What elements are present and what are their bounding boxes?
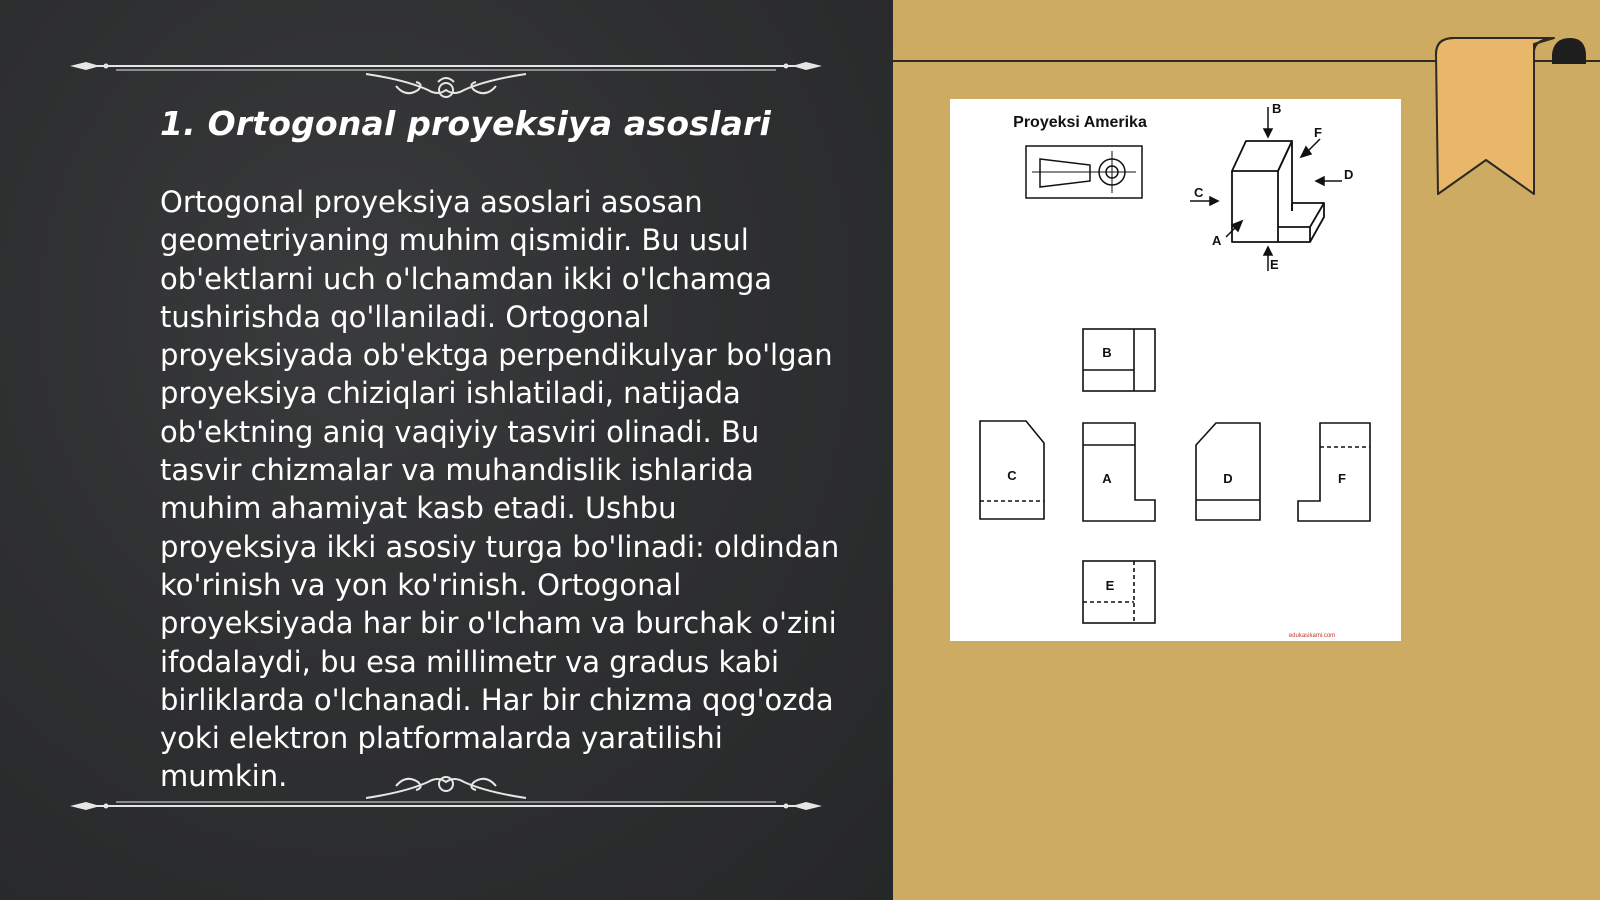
- figure-watermark: edukasikami.com: [1288, 633, 1336, 639]
- slide-body-text: Ortogonal proyeksiya asoslari asosan geometriyaning muhim qismidir. Bu usul ob'ektlarni uch o'lchamdan ikki o'lchamga tushirishda qo'llaniladi. Ortogonal proyeksiyada ob'ektga perpendikulyar bo'lgan proyeksiya chiziqlari ishlatiladi, natijada ob'ektning aniq vaqiyiy tasviri olinadi. Bu tasvir chizmalar va muhandislik ishlarida muhim ahamiyat kasb etadi. Ushbu proyeksiya ikki asosiy turga bo'linadi: oldindan ko'rinish va yon ko'rinish. Ortogonal proyeksiyada har bir o'lcham va burchak o'zini ifodalaydi, bu esa millimetr va gradus kabi birliklarda o'lchanadi. Har bir chizma qog'ozda yoki elektron platformalarda yaratilishi mumkin.: [160, 185, 840, 794]
- view-label-right: D: [1223, 471, 1233, 486]
- isometric-object: [1232, 141, 1324, 242]
- arrow-label-c: C: [1194, 185, 1204, 200]
- view-front: [1083, 423, 1155, 521]
- view-label-bottom: E: [1105, 578, 1115, 593]
- orthographic-projection-diagram: [950, 99, 1401, 641]
- arrow-label-a: A: [1212, 233, 1222, 248]
- view-rear: [1298, 423, 1370, 521]
- view-bottom: [1083, 561, 1155, 623]
- bookmark-ribbon-icon: [1434, 34, 1600, 204]
- view-label-rear: F: [1338, 471, 1346, 486]
- view-top: [1083, 329, 1155, 391]
- arrow-label-f: F: [1314, 125, 1322, 140]
- view-label-front: A: [1102, 471, 1112, 486]
- scroll-divider-icon: [66, 776, 826, 836]
- slide-title: 1. Ortogonal proyeksiya asoslari: [160, 104, 772, 143]
- arrow-label-b: B: [1272, 101, 1282, 116]
- view-label-left: C: [1007, 468, 1017, 483]
- scroll-divider-icon: [66, 40, 826, 100]
- figure-caption: Proyeksi Amerika: [1013, 114, 1147, 131]
- arrow-label-e: E: [1270, 257, 1279, 272]
- projection-figure: [950, 99, 1401, 641]
- projection-symbol-icon: [1026, 146, 1142, 198]
- arrow-label-d: D: [1344, 167, 1354, 182]
- view-label-top: B: [1102, 345, 1112, 360]
